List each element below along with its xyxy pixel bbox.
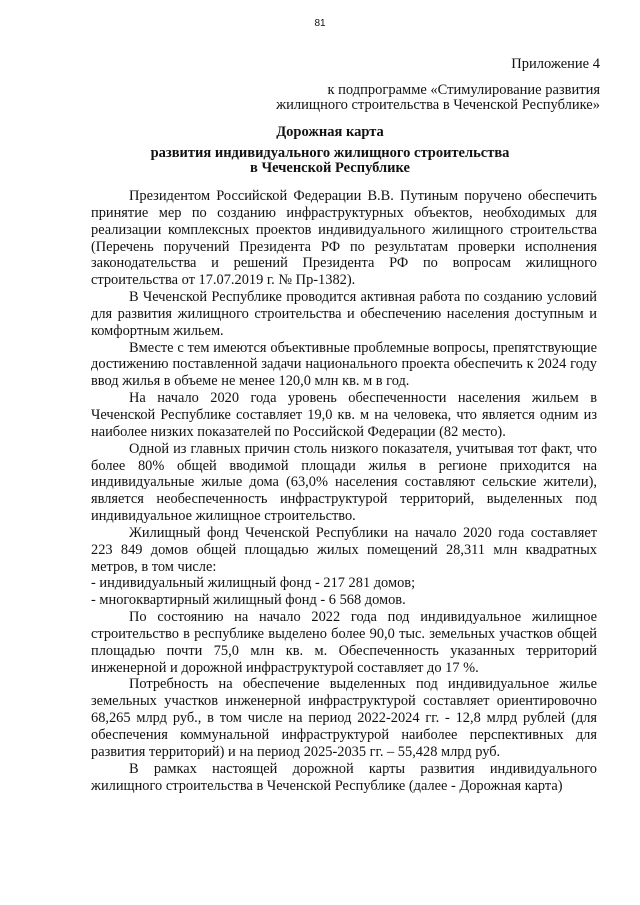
document-subtitle-line-1: развития индивидуального жилищного строительства bbox=[150, 145, 510, 161]
page-number: 81 bbox=[314, 18, 326, 29]
paragraph: Одной из главных причин столь низкого показателя, учитывая тот факт, что более 80% общей вводимой площади жилья в регионе приходится на индивидуальные жилые дома (63,0% населения составляют сельские жители), является необеспеченность инфраструктурой территорий, выделенных под индивидуальное жилищное строительство. bbox=[91, 440, 597, 525]
appendix-label: Приложение 4 bbox=[511, 56, 600, 72]
paragraph: В рамках настоящей дорожной карты развития индивидуального жилищного строительства в Чеченской Республике (далее - Дорожная карта) bbox=[91, 760, 597, 794]
paragraph: Вместе с тем имеются объективные проблемные вопросы, препятствующие достижению поставленной задачи национального проекта обеспечить к 2024 году ввод жилья в объеме не менее 120,0 млн кв. м в год. bbox=[91, 339, 597, 390]
paragraph: В Чеченской Республике проводится активная работа по созданию условий для развития жилищного строительства и обеспечению населения доступным и комфортным жильем. bbox=[91, 289, 597, 339]
document-subtitle-line-2: в Чеченской Республике bbox=[250, 160, 410, 176]
paragraph: Потребность на обеспечение выделенных под индивидуальное жилье земельных участков инженерной инфраструктурой составляет ориентировочно 68,265 млрд руб., в том числе на период 2022-2024 гг. - 12,8 млрд рублей (для обеспечения коммунальной инфраструктурой наиболее перспективных для развития территорий) и на период 2025-2035 гг. – 55,428 млрд руб. bbox=[91, 676, 597, 760]
document-title: Дорожная карта bbox=[276, 124, 384, 140]
appendix-reference-line-2: жилищного строительства в Чеченской Республике» bbox=[276, 97, 600, 113]
paragraph: По состоянию на начало 2022 года под индивидуальное жилищное строительство в республике выделено более 90,0 тыс. земельных участков общей площадью почти 75,0 млн кв. м. Обеспеченность указанных территорий инженерной и дорожной инфраструктурой составляет до 17 %. bbox=[91, 609, 597, 676]
appendix-reference-line-1: к подпрограмме «Стимулирование развития bbox=[327, 82, 600, 98]
paragraph: На начало 2020 года уровень обеспеченности населения жильем в Чеченской Республике составляет 19,0 кв. м на человека, что является одним из наиболее низких показателей по Российской Федерации (82 место). bbox=[91, 390, 597, 440]
paragraph: Президентом Российской Федерации В.В. Путиным поручено обеспечить принятие мер по созданию инфраструктурных объектов, необходимых для реализации комплексных проектов индивидуального жилищного строительства (Перечень поручений Президента РФ по результатам проверки исполнения законодательства и решений Президента РФ по вопросам жилищного строительства от 17.07.2019 г. № Пр-1382). bbox=[91, 188, 597, 289]
paragraph: Жилищный фонд Чеченской Республики на начало 2020 года составляет 223 849 домов общей площадью жилых помещений 28,311 млн квадратных метров, в том числе: bbox=[91, 524, 597, 575]
document-body bbox=[91, 188, 597, 794]
list-item: - многоквартирный жилищный фонд - 6 568 домов. bbox=[91, 592, 406, 609]
list-item: - индивидуальный жилищный фонд - 217 281 домов; bbox=[91, 575, 416, 592]
